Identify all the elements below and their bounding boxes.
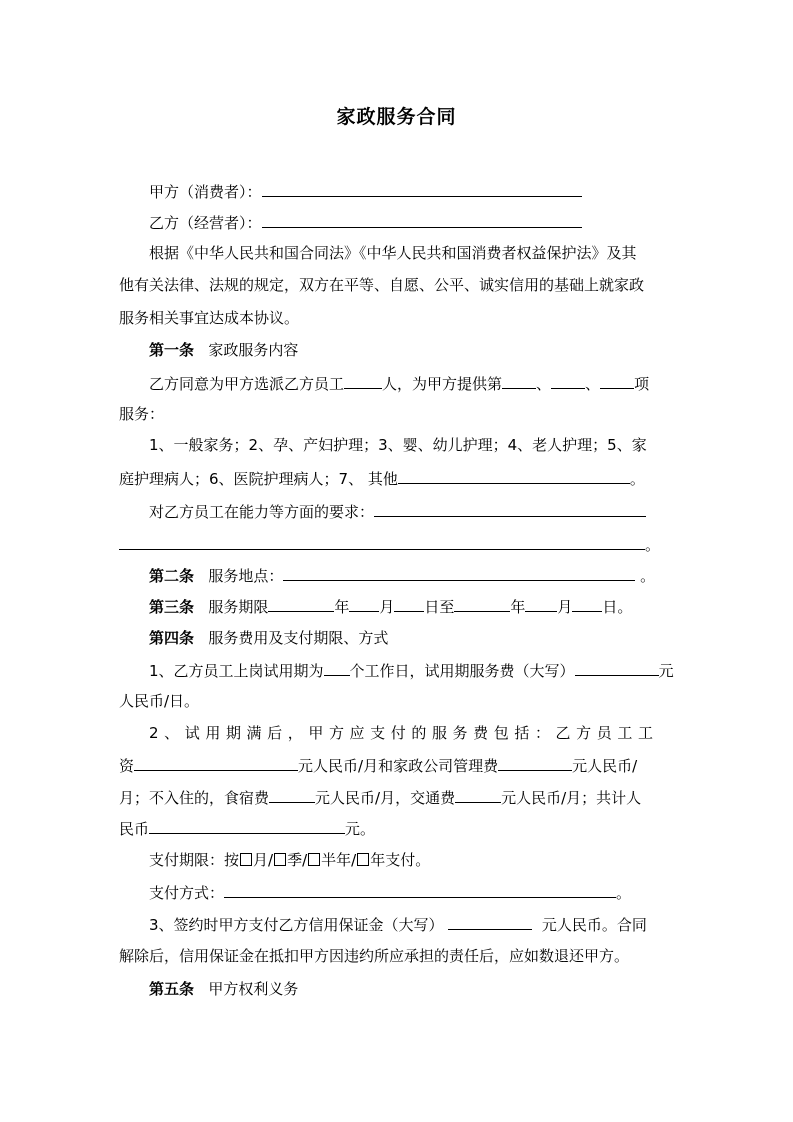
total-fee-blank[interactable] bbox=[149, 818, 345, 834]
start-year-blank[interactable] bbox=[268, 596, 334, 612]
requirements-blank-1[interactable] bbox=[374, 501, 646, 517]
dispatch-sep-1: 、 bbox=[536, 375, 552, 393]
deposit-line bbox=[149, 914, 647, 935]
probation-text-b: 个工作日，试用期服务费（大写） bbox=[349, 662, 575, 680]
payment-method-blank[interactable] bbox=[224, 882, 616, 898]
article-1-heading: 第一条 bbox=[149, 341, 195, 359]
other-service-blank[interactable] bbox=[398, 468, 630, 484]
requirements-label: 对乙方员工在能力等方面的要求： bbox=[149, 503, 375, 521]
dispatch-text-b: 人，为甲方提供第 bbox=[382, 375, 503, 393]
party-b-blank[interactable] bbox=[262, 212, 582, 228]
requirements-line bbox=[149, 501, 646, 522]
service-location-blank[interactable] bbox=[283, 565, 635, 581]
service-item-blank-2[interactable] bbox=[551, 373, 585, 389]
article-2-line bbox=[149, 565, 655, 586]
service-items-line-2 bbox=[119, 468, 645, 489]
service-period-label: 服务期限 bbox=[208, 598, 269, 616]
article-4-title: 服务费用及支付期限、方式 bbox=[208, 629, 389, 647]
article-3-line bbox=[149, 596, 632, 617]
page-title: 家政服务合同 bbox=[336, 106, 457, 128]
article-2-end: 。 bbox=[640, 567, 656, 585]
board-fee-blank[interactable] bbox=[269, 787, 315, 803]
deposit-text-a: 3、签约时甲方支付乙方信用保证金（大写） bbox=[149, 916, 444, 934]
fee-text-total: 元人民币/月；共计人 bbox=[501, 789, 642, 807]
party-a-label: 甲方（消费者）： bbox=[149, 183, 262, 201]
article-2-heading: 第二条 bbox=[149, 567, 195, 585]
fee-text-transport: 元人民币/月，交通费 bbox=[315, 789, 456, 807]
payment-method-end: 。 bbox=[616, 884, 632, 902]
staff-count-blank[interactable] bbox=[344, 373, 382, 389]
fee-line-3 bbox=[119, 787, 641, 808]
payment-method-label: 支付方式： bbox=[149, 884, 225, 902]
service-item-blank-3[interactable] bbox=[600, 373, 634, 389]
end-year-blank[interactable] bbox=[454, 596, 510, 612]
quarterly-label: 季/ bbox=[287, 851, 308, 869]
half-year-checkbox[interactable] bbox=[308, 853, 320, 866]
dispatch-text-c: 项 bbox=[634, 375, 650, 393]
article-1-title: 家政服务内容 bbox=[208, 341, 299, 359]
end-year-unit: 年 bbox=[510, 598, 526, 616]
dispatch-line-2: 服务： bbox=[119, 405, 165, 423]
deposit-text-b: 元人民币。合同 bbox=[541, 916, 647, 934]
service-location-label: 服务地点： bbox=[208, 567, 284, 585]
party-a-line bbox=[149, 181, 582, 202]
start-month-unit: 月 bbox=[379, 598, 395, 616]
requirements-blank-2[interactable] bbox=[119, 534, 645, 550]
dispatch-text-a: 乙方同意为甲方选派乙方员工 bbox=[149, 375, 345, 393]
yearly-label: 年支付。 bbox=[370, 851, 431, 869]
requirements-end: 。 bbox=[645, 536, 661, 554]
deposit-amount-blank[interactable] bbox=[448, 914, 532, 930]
end-month-unit: 月 bbox=[557, 598, 573, 616]
preamble-line-1: 根据《中华人民共和国合同法》《中华人民共和国消费者权益保护法》及其 bbox=[149, 244, 637, 262]
fee-line-1: 2、试用期满后，甲方应支付的服务费包括：乙方员工工 bbox=[149, 724, 659, 742]
monthly-label: 月/ bbox=[253, 851, 274, 869]
probation-text-a: 1、乙方员工上岗试用期为 bbox=[149, 662, 324, 680]
management-fee-blank[interactable] bbox=[498, 755, 572, 771]
service-item-blank-1[interactable] bbox=[502, 373, 536, 389]
deposit-line-2: 解除后，信用保证金在抵扣甲方因违约所应承担的责任后，应如数退还甲方。 bbox=[119, 947, 630, 965]
party-b-label: 乙方（经营者）： bbox=[149, 214, 262, 232]
article-5-heading: 第五条 bbox=[149, 980, 195, 998]
end-day-blank[interactable] bbox=[572, 596, 602, 612]
yearly-checkbox[interactable] bbox=[357, 853, 369, 866]
start-month-blank[interactable] bbox=[349, 596, 379, 612]
requirements-line-2 bbox=[119, 534, 660, 555]
start-day-unit: 日至 bbox=[424, 598, 455, 616]
dispatch-sep-2: 、 bbox=[585, 375, 601, 393]
party-b-line bbox=[149, 212, 582, 233]
half-year-label: 半年/ bbox=[321, 851, 357, 869]
article-3-heading: 第三条 bbox=[149, 598, 195, 616]
fee-text-mgmt: 元人民币/月和家政公司管理费 bbox=[298, 757, 499, 775]
payment-term-line bbox=[149, 850, 430, 870]
probation-line-2: 人民币/日。 bbox=[119, 692, 200, 710]
fee-text-unit: 元人民币/ bbox=[572, 757, 638, 775]
start-year-unit: 年 bbox=[334, 598, 350, 616]
preamble-line-3: 服务相关事宜达成本协议。 bbox=[119, 309, 300, 327]
wage-blank[interactable] bbox=[134, 755, 298, 771]
fee-text-yuan: 元。 bbox=[345, 820, 376, 838]
fee-text-rmb: 民币 bbox=[119, 820, 150, 838]
article-4-heading-line bbox=[149, 628, 388, 648]
dispatch-line bbox=[149, 373, 649, 394]
monthly-checkbox[interactable] bbox=[240, 853, 252, 866]
article-5-title: 甲方权利义务 bbox=[208, 980, 299, 998]
service-items-line-1: 1、一般家务；2、孕、产妇护理；3、婴、幼儿护理；4、老人护理；5、家 bbox=[149, 436, 647, 454]
probation-line bbox=[149, 660, 674, 681]
article-5-line bbox=[149, 979, 298, 999]
probation-days-blank[interactable] bbox=[324, 660, 350, 676]
quarterly-checkbox[interactable] bbox=[274, 853, 286, 866]
end-day-unit: 日。 bbox=[602, 598, 633, 616]
fee-line-4 bbox=[119, 818, 375, 839]
article-4-heading: 第四条 bbox=[149, 629, 195, 647]
service-items-end: 。 bbox=[629, 470, 645, 488]
transport-fee-blank[interactable] bbox=[455, 787, 501, 803]
end-month-blank[interactable] bbox=[525, 596, 557, 612]
probation-text-c: 元 bbox=[658, 662, 674, 680]
fee-text-wage: 资 bbox=[119, 757, 135, 775]
fee-line-2 bbox=[119, 755, 637, 776]
party-a-blank[interactable] bbox=[262, 181, 582, 197]
article-1-heading-line bbox=[149, 340, 298, 360]
service-items-text: 庭护理病人；6、医院护理病人；7、 其他 bbox=[119, 470, 398, 488]
payment-term-label: 支付期限：按 bbox=[149, 851, 240, 869]
start-day-blank[interactable] bbox=[394, 596, 424, 612]
payment-method-line bbox=[149, 882, 631, 903]
preamble-line-2: 他有关法律、法规的规定，双方在平等、自愿、公平、诚实信用的基础上就家政 bbox=[119, 276, 645, 294]
fee-text-board: 月；不入住的，食宿费 bbox=[119, 789, 270, 807]
probation-fee-blank[interactable] bbox=[575, 660, 659, 676]
